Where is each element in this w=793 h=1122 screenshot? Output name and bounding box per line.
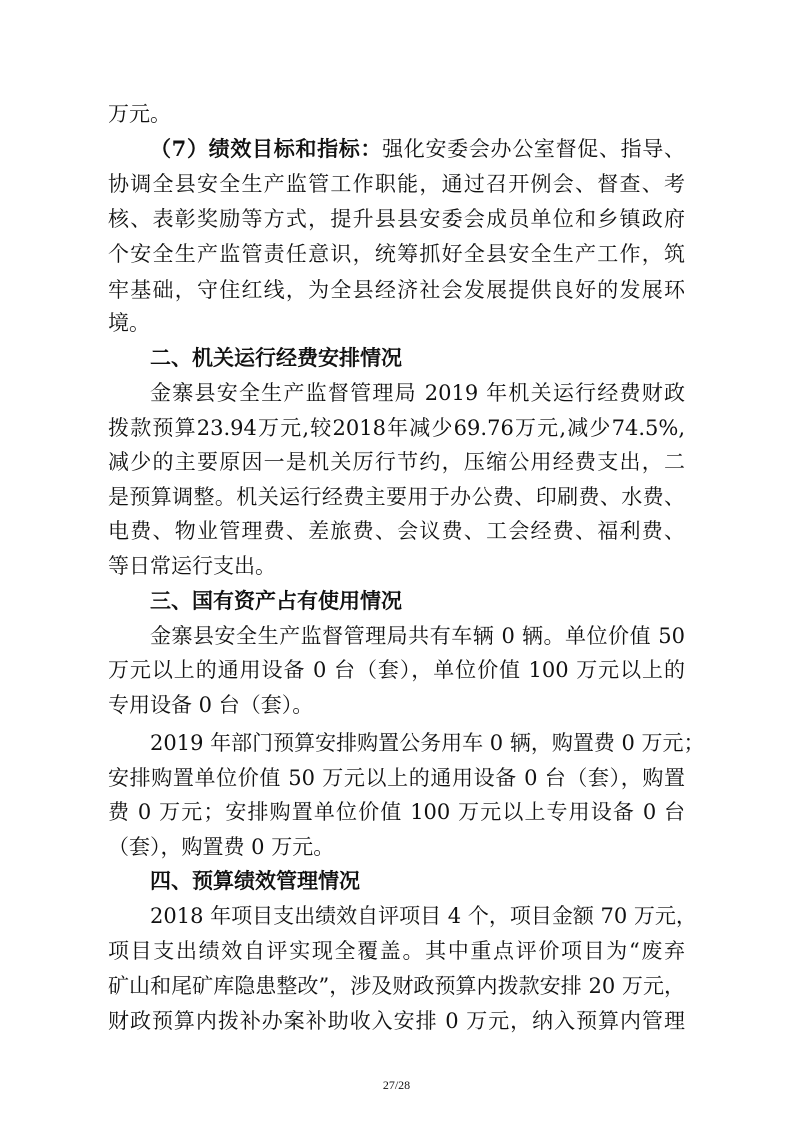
text-line: 2018 年项目支出绩效自评项目 4 个，项目金额 70 万元， xyxy=(150,904,697,928)
text-line: 核、表彰奖励等方式，提升县县安委会成员单位和乡镇政府 xyxy=(108,207,685,231)
section-heading-2: 二、机关运行经费安排情况 xyxy=(150,345,402,370)
text-line: （套），购置费 0 万元。 xyxy=(108,835,335,859)
section-heading-3: 三、国有资产占有使用情况 xyxy=(150,588,402,613)
text-line: 安排购置单位价值 50 万元以上的通用设备 0 台（套），购置 xyxy=(108,766,685,790)
text-line: 境。 xyxy=(108,311,150,335)
text-line: 万元。 xyxy=(108,102,171,126)
text-line: 矿山和尾矿库隐患整改”，涉及财政预算内拨款安排 20 万元， xyxy=(108,974,685,998)
text-line: 2019 年部门预算安排购置公务用车 0 辆，购置费 0 万元； xyxy=(150,731,705,755)
text-line: 等日常运行支出。 xyxy=(108,554,276,578)
text-line xyxy=(150,134,685,164)
text-line: 牢基础，守住红线，为全县经济社会发展提供良好的发展环 xyxy=(108,278,685,302)
text-line: 个安全生产监管责任意识，统筹抓好全县安全生产工作，筑 xyxy=(108,242,685,266)
text-line: 拨款预算23.94万元,较2018年减少69.76万元,减少74.5%, xyxy=(108,416,685,440)
section-7-text: 强化安委会办公室督促、指导、 xyxy=(382,137,685,161)
text-line: 金寨县安全生产监督管理局共有车辆 0 辆。单位价值 50 xyxy=(150,624,685,648)
text-line: 是预算调整。机关运行经费主要用于办公费、印刷费、水费、 xyxy=(108,485,685,509)
text-line: 协调全县安全生产监管工作职能，通过召开例会、督查、考 xyxy=(108,172,685,196)
section-heading-4: 四、预算绩效管理情况 xyxy=(150,868,360,893)
text-line: 财政预算内拨补办案补助收入安排 0 万元，纳入预算内管理 xyxy=(108,1009,685,1033)
text-line: 金寨县安全生产监督管理局 2019 年机关运行经费财政 xyxy=(150,381,685,405)
text-line: 电费、物业管理费、差旅费、会议费、工会经费、福利费、 xyxy=(108,519,685,543)
text-line: 万元以上的通用设备 0 台（套），单位价值 100 万元以上的 xyxy=(108,658,685,682)
text-line: 专用设备 0 台（套）。 xyxy=(108,693,314,717)
section-7-label: （7）绩效目标和指标： xyxy=(150,136,383,161)
page-number: 27/28 xyxy=(382,1078,411,1092)
text-line: 费 0 万元；安排购置单位价值 100 万元以上专用设备 0 台 xyxy=(108,800,685,824)
text-line: 减少的主要原因一是机关厉行节约，压缩公用经费支出，二 xyxy=(108,450,685,474)
text-line: 项目支出绩效自评实现全覆盖。其中重点评价项目为“废弃 xyxy=(108,939,685,963)
